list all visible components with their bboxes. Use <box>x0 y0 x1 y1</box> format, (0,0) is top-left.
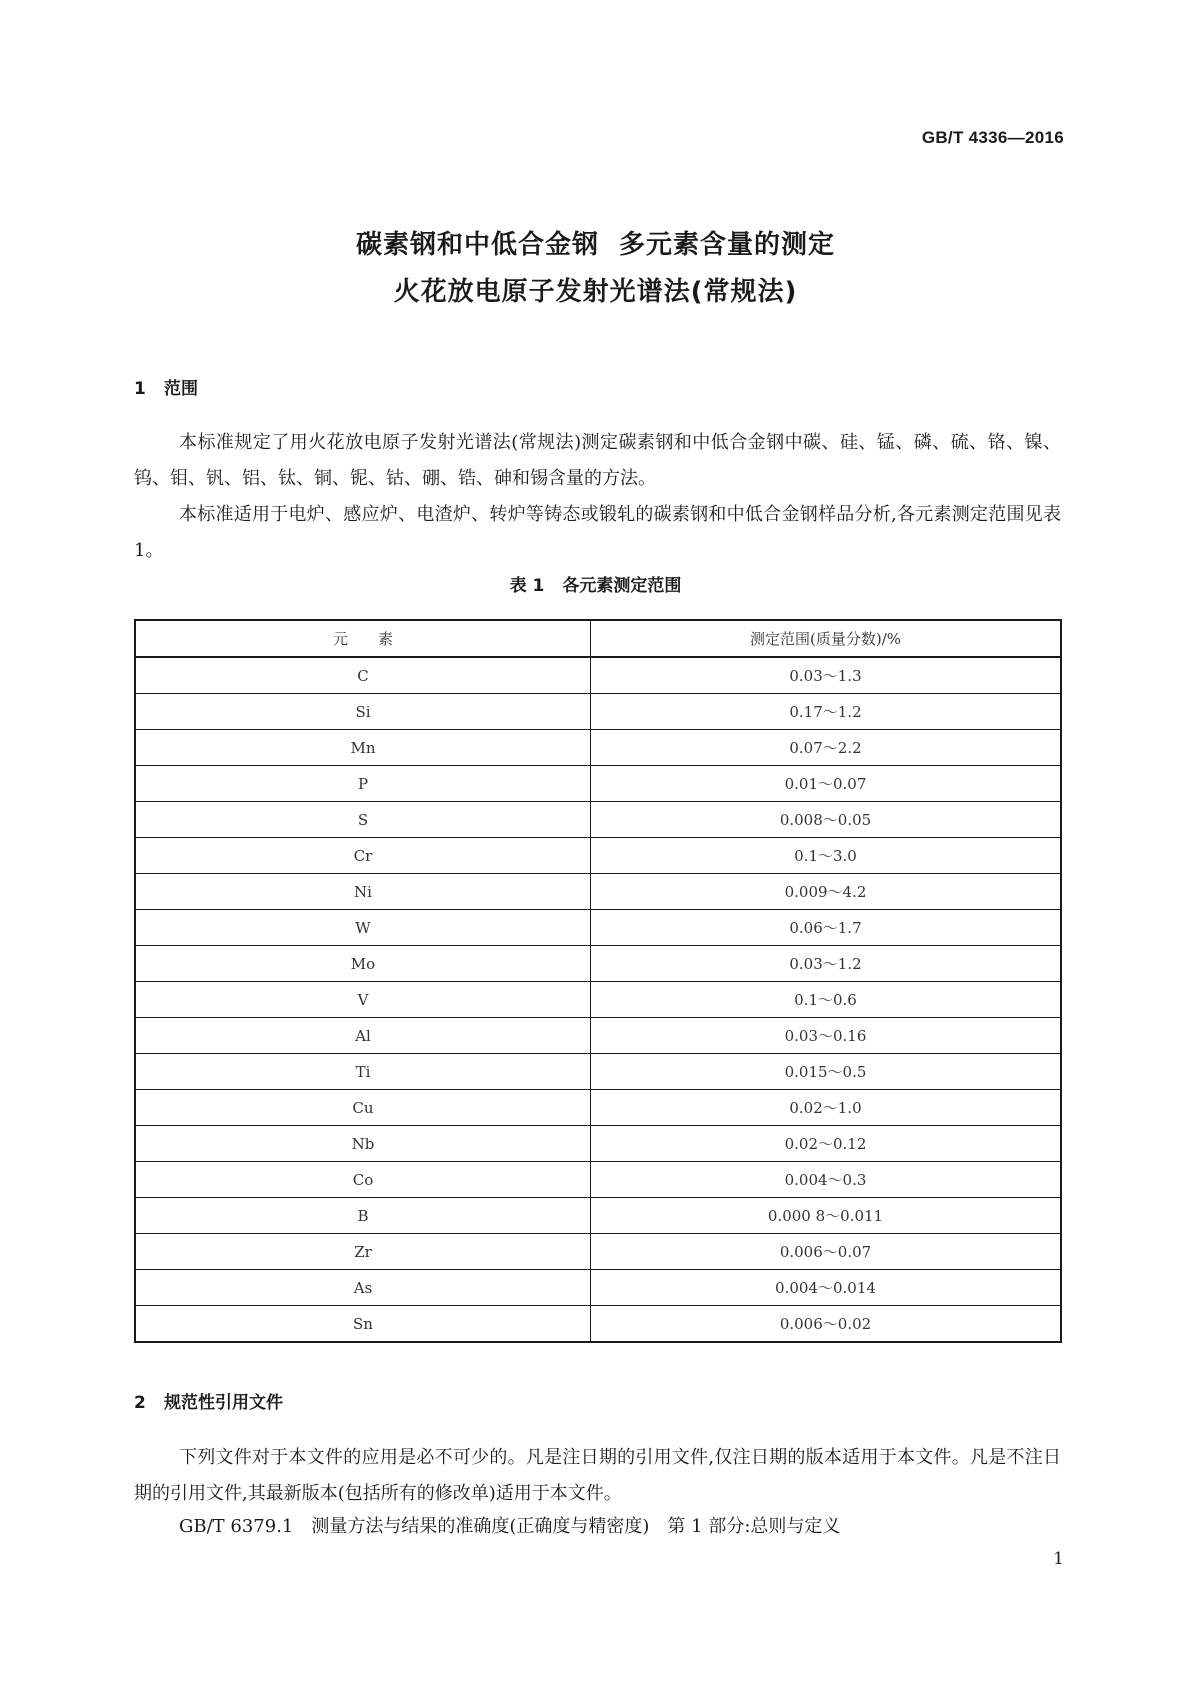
range-cell: 0.03～1.3 <box>591 657 1062 694</box>
range-cell: 0.07～2.2 <box>591 730 1062 766</box>
range-cell: 0.000 8～0.011 <box>591 1198 1062 1234</box>
range-cell: 0.1～0.6 <box>591 982 1062 1018</box>
range-cell: 0.006～0.07 <box>591 1234 1062 1270</box>
table-row <box>135 1198 1061 1234</box>
table-row <box>135 694 1061 730</box>
range-cell: 0.004～0.3 <box>591 1162 1062 1198</box>
section-1-paragraph-2: 本标准适用于电炉、感应炉、电渣炉、转炉等铸态或锻轧的碳素钢和中低合金钢样品分析,各元素测定范围见表 1。 <box>134 504 1061 561</box>
element-cell: Sn <box>135 1306 591 1343</box>
range-cell: 0.02～0.12 <box>591 1126 1062 1162</box>
range-cell: 0.009～4.2 <box>591 874 1062 910</box>
table-row <box>135 766 1061 802</box>
element-cell: Cu <box>135 1090 591 1126</box>
document-title <box>0 222 1191 316</box>
table-row <box>135 1234 1061 1270</box>
normative-reference <box>179 1512 840 1538</box>
table-row <box>135 1126 1061 1162</box>
section-2-paragraph-1: 下列文件对于本文件的应用是必不可少的。凡是注日期的引用文件,仅注日期的版本适用于本文件。凡是不注日期的引用文件,其最新版本(包括所有的修改单)适用于本文件。 <box>134 1447 1061 1504</box>
range-cell: 0.02～1.0 <box>591 1090 1062 1126</box>
range-cell: 0.06～1.7 <box>591 910 1062 946</box>
table-row <box>135 657 1061 694</box>
element-cell: Ni <box>135 874 591 910</box>
element-cell: W <box>135 910 591 946</box>
element-cell: Mo <box>135 946 591 982</box>
element-cell: P <box>135 766 591 802</box>
table-row <box>135 1306 1061 1343</box>
table-row <box>135 1162 1061 1198</box>
element-cell: Co <box>135 1162 591 1198</box>
range-cell: 0.004～0.014 <box>591 1270 1062 1306</box>
title-line-2: 火花放电原子发射光谱法(常规法) <box>393 277 798 307</box>
section-2-heading <box>134 1388 283 1413</box>
range-cell: 0.008～0.05 <box>591 802 1062 838</box>
table-row <box>135 1090 1061 1126</box>
title-line-1: 碳素钢和中低合金钢 多元素含量的测定 <box>355 230 836 260</box>
element-cell: Mn <box>135 730 591 766</box>
table-row <box>135 982 1061 1018</box>
table-row <box>135 910 1061 946</box>
element-cell: Cr <box>135 838 591 874</box>
table-header-row <box>135 620 1061 657</box>
table-row <box>135 1018 1061 1054</box>
element-cell: S <box>135 802 591 838</box>
page-number: 1 <box>1053 1549 1064 1569</box>
element-cell: Ti <box>135 1054 591 1090</box>
element-cell: Al <box>135 1018 591 1054</box>
standard-code: GB/T 4336—2016 <box>921 128 1064 147</box>
header-range: 测定范围(质量分数)/% <box>591 620 1062 657</box>
table-row <box>135 946 1061 982</box>
range-cell: 0.015～0.5 <box>591 1054 1062 1090</box>
reference-title: 测量方法与结果的准确度(正确度与精密度) 第 1 部分:总则与定义 <box>311 1516 841 1537</box>
range-cell: 0.17～1.2 <box>591 694 1062 730</box>
table-1-title: 各元素测定范围 <box>562 576 682 596</box>
range-cell: 0.03～1.2 <box>591 946 1062 982</box>
section-2-number: 2 <box>134 1393 146 1413</box>
table-row <box>135 1054 1061 1090</box>
section-2-title: 规范性引用文件 <box>164 1393 283 1413</box>
section-1-title: 范围 <box>164 379 198 399</box>
element-range-table <box>134 619 1062 1343</box>
section-1-paragraph-1: 本标准规定了用火花放电原子发射光谱法(常规法)测定碳素钢和中低合金钢中碳、硅、锰、磷、硫、铬、镍、钨、钼、钒、铝、钛、铜、铌、钴、硼、锆、砷和锡含量的方法。 <box>134 432 1061 489</box>
element-cell: Nb <box>135 1126 591 1162</box>
table-1-caption <box>0 571 1191 596</box>
table-row <box>135 730 1061 766</box>
element-cell: B <box>135 1198 591 1234</box>
header-element: 元 素 <box>135 620 591 657</box>
table-1-label: 表 1 <box>509 576 545 596</box>
table-row <box>135 802 1061 838</box>
table-row <box>135 1270 1061 1306</box>
element-cell: Si <box>135 694 591 730</box>
range-cell: 0.1～3.0 <box>591 838 1062 874</box>
element-cell: As <box>135 1270 591 1306</box>
reference-code: GB/T 6379.1 <box>179 1516 294 1537</box>
range-cell: 0.01～0.07 <box>591 766 1062 802</box>
range-cell: 0.006～0.02 <box>591 1306 1062 1343</box>
element-cell: Zr <box>135 1234 591 1270</box>
section-1-heading <box>134 374 198 399</box>
range-cell: 0.03～0.16 <box>591 1018 1062 1054</box>
element-cell: V <box>135 982 591 1018</box>
section-1-number: 1 <box>134 379 146 399</box>
table-row <box>135 874 1061 910</box>
table-row <box>135 838 1061 874</box>
element-cell: C <box>135 657 591 694</box>
